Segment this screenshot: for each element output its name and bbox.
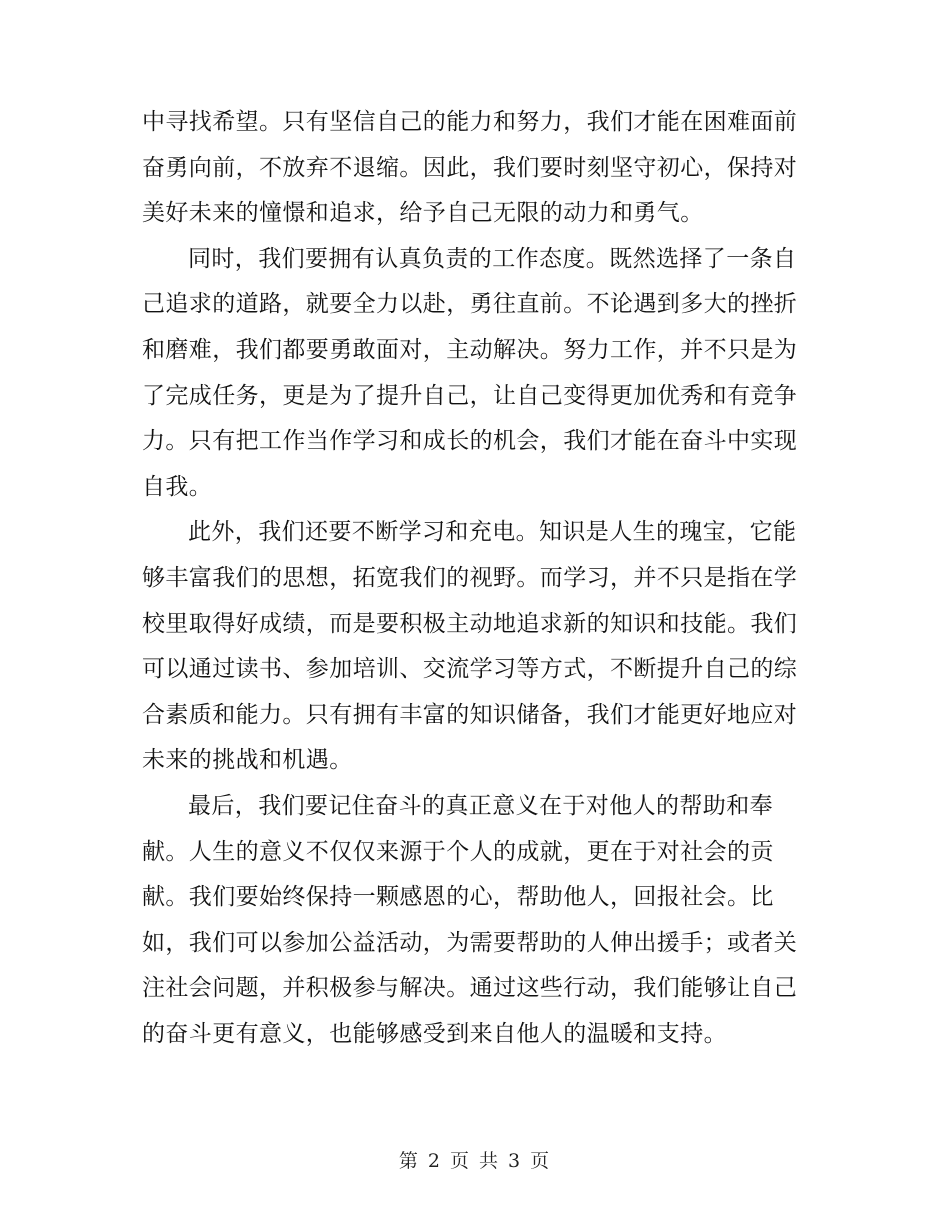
text-line: 和磨难，我们都要勇敢面对，主动解决。努力工作，并不只是为: [142, 336, 798, 363]
document-body: [142, 100, 807, 1057]
text-line: 美好未来的憧憬和追求，给予自己无限的动力和勇气。: [142, 200, 704, 227]
text-line: 注社会问题，并积极参与解决。通过这些行动，我们能够让自己: [142, 975, 798, 1002]
text-line: 合素质和能力。只有拥有丰富的知识储备，我们才能更好地应对: [142, 701, 798, 728]
text-line: 中寻找希望。只有坚信自己的能力和努力，我们才能在困难面前: [142, 109, 798, 135]
text-line: 奋勇向前，不放弃不退缩。因此，我们要时刻坚守初心，保持对: [142, 154, 798, 181]
text-line: 自我。: [142, 473, 213, 500]
text-line: 献。我们要始终保持一颗感恩的心，帮助他人，回报社会。比: [142, 884, 774, 911]
text-line: 未来的挑战和机遇。: [142, 747, 353, 774]
paragraph-first-line: 最后，我们要记住奋斗的真正意义在于对他人的帮助和奉: [188, 792, 773, 819]
page-number-footer: 第 2 页 共 3 页: [398, 1150, 552, 1172]
text-line: 如，我们可以参加公益活动，为需要帮助的人伸出援手；或者关: [142, 929, 798, 956]
text-line: 力。只有把工作当作学习和成长的机会，我们才能在奋斗中实现: [142, 428, 798, 455]
text-line: 了完成任务，更是为了提升自己，让自己变得更加优秀和有竞争: [142, 382, 798, 409]
text-line: 的奋斗更有意义，也能够感受到来自他人的温暖和支持。: [142, 1020, 727, 1047]
paragraph-first-line: 此外，我们还要不断学习和充电。知识是人生的瑰宝，它能: [188, 519, 797, 546]
paragraph-first-line: 同时，我们要拥有认真负责的工作态度。既然选择了一条自: [188, 245, 797, 272]
text-line: 献。人生的意义不仅仅来源于个人的成就，更在于对社会的贡: [142, 838, 774, 865]
text-line: 可以通过读书、参加培训、交流学习等方式，不断提升自己的综: [142, 656, 798, 683]
text-line: 校里取得好成绩，而是要积极主动地追求新的知识和技能。我们: [142, 610, 798, 637]
text-line: 够丰富我们的思想，拓宽我们的视野。而学习，并不只是指在学: [142, 564, 798, 591]
text-line: 己追求的道路，就要全力以赴，勇往直前。不论遇到多大的挫折: [142, 291, 798, 318]
